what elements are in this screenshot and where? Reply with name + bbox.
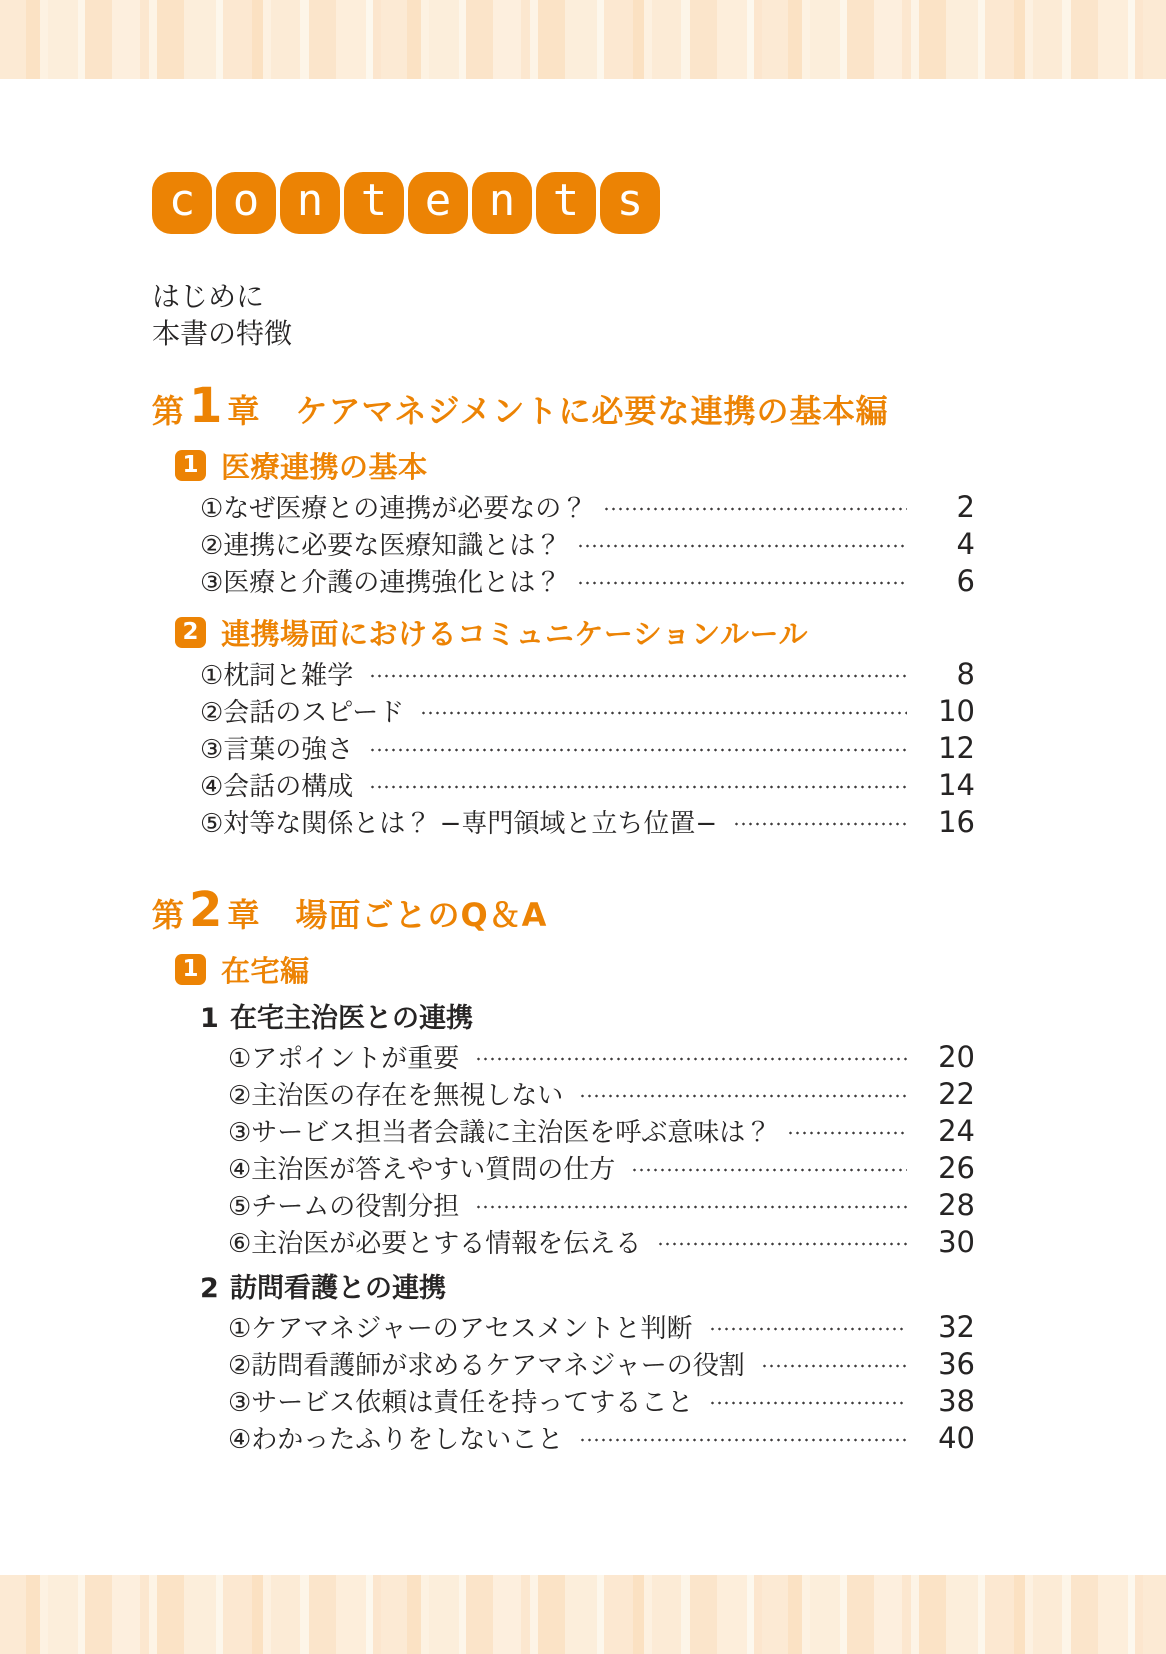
toc-item-label: ⑤対等な関係とは？ −専門領域と立ち位置− [200,809,718,839]
chapter-2-heading [152,882,975,938]
toc-item-label: ①なぜ医療との連携が必要なの？ [200,494,588,524]
chapter-prefix: 第 [152,896,185,934]
toc-item [228,1382,975,1419]
leader-dots [787,1131,907,1135]
toc-item-label: ③サービス担当者会議に主治医を呼ぶ意味は？ [228,1118,772,1148]
toc-item-page: 14 [938,767,975,802]
toc-item-label: ④会話の構成 [200,772,354,802]
logo-letter: s [616,175,644,226]
subsection-title: 在宅主治医との連携 [230,1003,473,1034]
section-badge: 1 [175,450,206,481]
toc-item-page: 32 [938,1309,975,1344]
chapter-suffix: 章 [227,392,260,430]
subsection-heading-home-doctor [200,996,975,1036]
toc-item-label: ③言葉の強さ [200,735,354,765]
leader-dots [577,581,907,585]
toc-item-label: ⑤チームの役割分担 [228,1192,460,1222]
logo-letter: n [488,175,516,226]
toc-item-page: 30 [938,1224,975,1259]
toc-item-label: ②主治医の存在を無視しない [228,1081,564,1111]
toc-content [0,172,1166,1456]
leader-dots [475,1205,907,1209]
logo-letter: t [552,175,580,226]
subsection-title: 訪問看護との連携 [230,1273,446,1304]
toc-item-label: ④わかったふりをしないこと [228,1425,564,1455]
logo-tile [344,172,404,234]
toc-item-page: 10 [938,693,975,728]
logo-letter: c [168,175,196,226]
toc-item [228,1112,975,1149]
leader-dots [420,711,907,715]
toc-item-label: ⑥主治医が必要とする情報を伝える [228,1229,642,1259]
toc-item-page: 2 [956,489,975,524]
leader-dots [631,1168,907,1172]
toc-item-page: 22 [938,1076,975,1111]
toc-list [152,1038,975,1260]
toc-item-page: 28 [938,1187,975,1222]
section-badge: 1 [175,954,206,985]
toc-item [228,1345,975,1382]
subsection-number: 2 [200,1273,219,1304]
logo-tile [280,172,340,234]
logo-tile [600,172,660,234]
leader-dots [369,748,907,752]
logo-tile [216,172,276,234]
leader-dots [761,1364,907,1368]
toc-item-page: 38 [938,1383,975,1418]
leader-dots [577,544,907,548]
toc-item [228,1075,975,1112]
logo-letter: o [232,175,260,226]
toc-list [152,1308,975,1456]
toc-item [228,1149,975,1186]
leader-dots [709,1401,907,1405]
toc-item-label: ②訪問看護師が求めるケアマネジャーの役割 [228,1351,745,1381]
toc-item [200,562,975,599]
toc-item [200,766,975,803]
subsection-heading-visiting-nurse [200,1266,975,1306]
toc-item [200,488,975,525]
chapter-suffix: 章 [227,896,260,934]
leader-dots [579,1094,907,1098]
toc-item [228,1223,975,1260]
leader-dots [657,1242,907,1246]
toc-item-label: ④主治医が答えやすい質問の仕方 [228,1155,616,1185]
front-matter [152,278,975,352]
chapter-number: 1 [189,378,223,434]
toc-item [228,1308,975,1345]
toc-item-page: 4 [956,526,975,561]
toc-item-page: 26 [938,1150,975,1185]
toc-item-page: 16 [938,804,975,839]
chapter-number: 2 [189,882,223,938]
section-title: 在宅編 [221,953,310,988]
toc-item [200,655,975,692]
logo-letter: t [360,175,388,226]
toc-list [152,655,975,840]
toc-item-label: ①ケアマネジャーのアセスメントと判断 [228,1314,693,1344]
toc-item-label: ①アポイントが重要 [228,1044,460,1074]
toc-item-page: 8 [956,656,975,691]
toc-item [200,525,975,562]
toc-item-label: ③医療と介護の連携強化とは？ [200,568,562,598]
decorative-stripe-top [0,0,1166,79]
logo-tile [152,172,212,234]
section-heading-home-care [175,948,975,990]
toc-item-label: ③サービス依頼は責任を持ってすること [228,1388,694,1418]
logo-tile [408,172,468,234]
contents-logo [152,172,975,234]
toc-item-label: ①枕詞と雑学 [200,661,354,691]
toc-item [200,803,975,840]
leader-dots [579,1438,907,1442]
logo-letter: n [296,175,324,226]
toc-item [228,1419,975,1456]
decorative-stripe-bottom [0,1575,1166,1654]
leader-dots [709,1327,907,1331]
section-heading-communication-rules [175,611,975,653]
toc-item [200,729,975,766]
toc-item-page: 40 [938,1420,975,1455]
leader-dots [475,1057,907,1061]
chapter-title: 場面ごとのQ＆A [295,896,548,934]
toc-item-label: ②会話のスピード [200,698,405,728]
toc-item-page: 20 [938,1039,975,1074]
section-badge: 2 [175,617,206,648]
toc-item [228,1038,975,1075]
leader-dots [603,507,907,511]
toc-item-page: 12 [938,730,975,765]
leader-dots [369,785,907,789]
toc-item [228,1186,975,1223]
leader-dots [733,822,907,826]
chapter-prefix: 第 [152,392,185,430]
logo-tile [536,172,596,234]
section-title: 連携場面におけるコミュニケーションルール [221,616,808,651]
toc-item-label: ②連携に必要な医療知識とは？ [200,531,562,561]
toc-item-page: 24 [938,1113,975,1148]
leader-dots [369,674,907,678]
toc-item-page: 6 [956,563,975,598]
front-matter-item: 本書の特徴 [152,317,293,350]
subsection-number: 1 [200,1003,219,1034]
section-title: 医療連携の基本 [221,449,428,484]
toc-item [200,692,975,729]
logo-letter: e [424,175,452,226]
toc-list [152,488,975,599]
logo-tile [472,172,532,234]
chapter-1-heading [152,378,975,434]
section-heading-medical-basics [175,444,975,486]
chapter-title: ケアマネジメントに必要な連携の基本編 [295,392,889,430]
front-matter-item: はじめに [152,280,265,313]
toc-item-page: 36 [938,1346,975,1381]
